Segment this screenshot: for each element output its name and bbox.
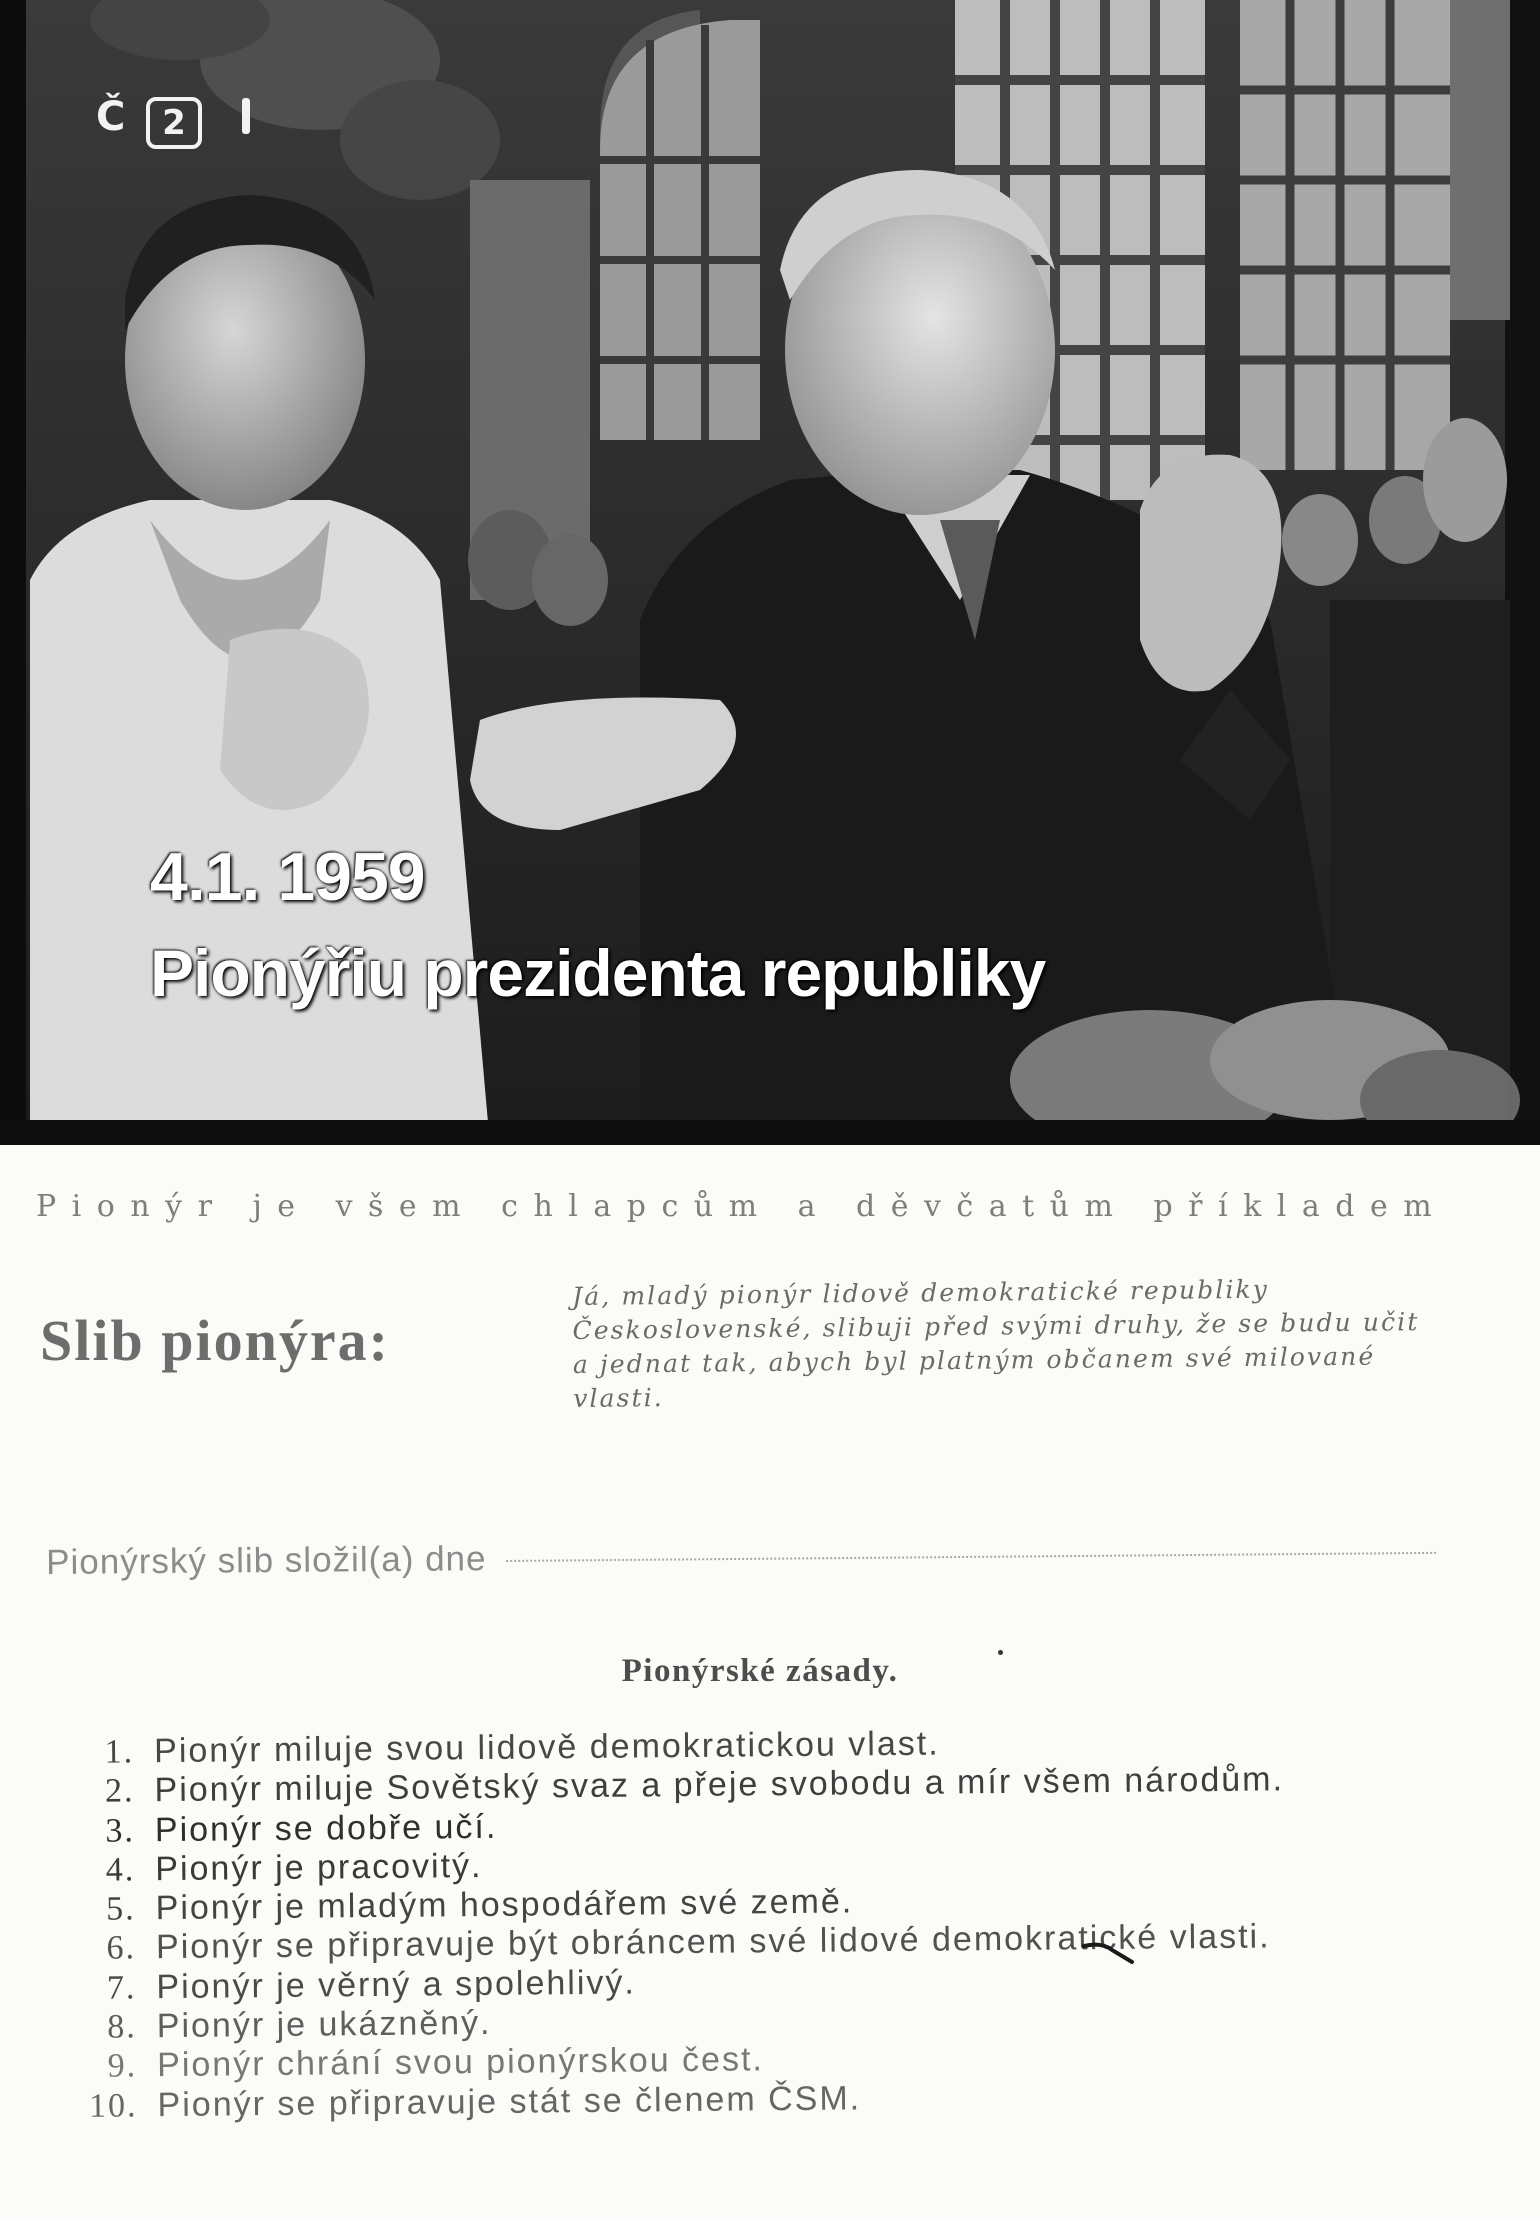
principle-text: Pionýr chrání svou pionýrskou čest.: [157, 2040, 765, 2085]
oath-date-row: [46, 1531, 1436, 1583]
principle-number: 2.: [104, 1772, 135, 1810]
principle-number: 7.: [106, 1969, 137, 2007]
principle-number: 5.: [106, 1890, 136, 1928]
oath-date-blank-line: [507, 1552, 1437, 1562]
channel-logo-icon: Č 2: [118, 92, 230, 154]
principle-number: 10.: [88, 2086, 138, 2125]
principle-number: 6.: [106, 1929, 137, 1968]
principle-number: 4.: [105, 1851, 136, 1889]
principle-text: Pionýr je pracovitý.: [155, 1846, 483, 1889]
principle-text: Pionýr se dobře učí.: [154, 1807, 498, 1849]
oath-heading: Slib pionýra:: [40, 1308, 390, 1373]
principle-text: Pionýr miluje Sovětský svaz a přeje svobodu a mír všem národům.: [154, 1760, 1285, 1810]
principle-text: Pionýr miluje svou lidově demokratickou vlast.: [153, 1724, 940, 1771]
oath-text: Já, mladý pionýr lidově demokratické republiky Československé, slibuji před svými druhy, že se budu učit a jednat tak, abych byl platným občanem své milované vlasti.: [572, 1274, 1420, 1413]
principle-text: Pionýr je věrný a spolehlivý.: [156, 1963, 637, 2006]
principle-number: 3.: [105, 1811, 136, 1850]
principle-text: Pionýr je mladým hospodářem své země.: [155, 1882, 854, 1928]
principles-list: [62, 1719, 1536, 2126]
principle-number: 1.: [104, 1733, 135, 1771]
principles-heading: Pionýrské zásady.: [621, 1653, 899, 1689]
principle-number: 8.: [107, 2008, 138, 2046]
motto: Pionýr je všem chlapcům a děvčatům příkladem: [36, 1189, 1448, 1224]
oath-date-label: Pionýrský slib složil(a) dne: [46, 1539, 487, 1582]
principle-text: Pionýr je ukázněný.: [156, 2003, 492, 2046]
arched-window: [600, 20, 760, 440]
pen-mark-icon: [1082, 1940, 1134, 1966]
pioneer-document: [0, 1145, 1540, 2217]
caption-date: 4.1. 1959: [150, 839, 425, 915]
caption-title: Pionýřiu prezidenta republiky: [150, 936, 1046, 1010]
principle-text: Pionýr se připravuje stát se členem ČSM.: [157, 2079, 862, 2124]
principle-number: 9.: [107, 2047, 138, 2085]
channel-logo-number: 2: [162, 103, 186, 143]
principle-text: Pionýr se připravuje být obráncem své lidové demokratické vlasti.: [155, 1917, 1271, 1967]
